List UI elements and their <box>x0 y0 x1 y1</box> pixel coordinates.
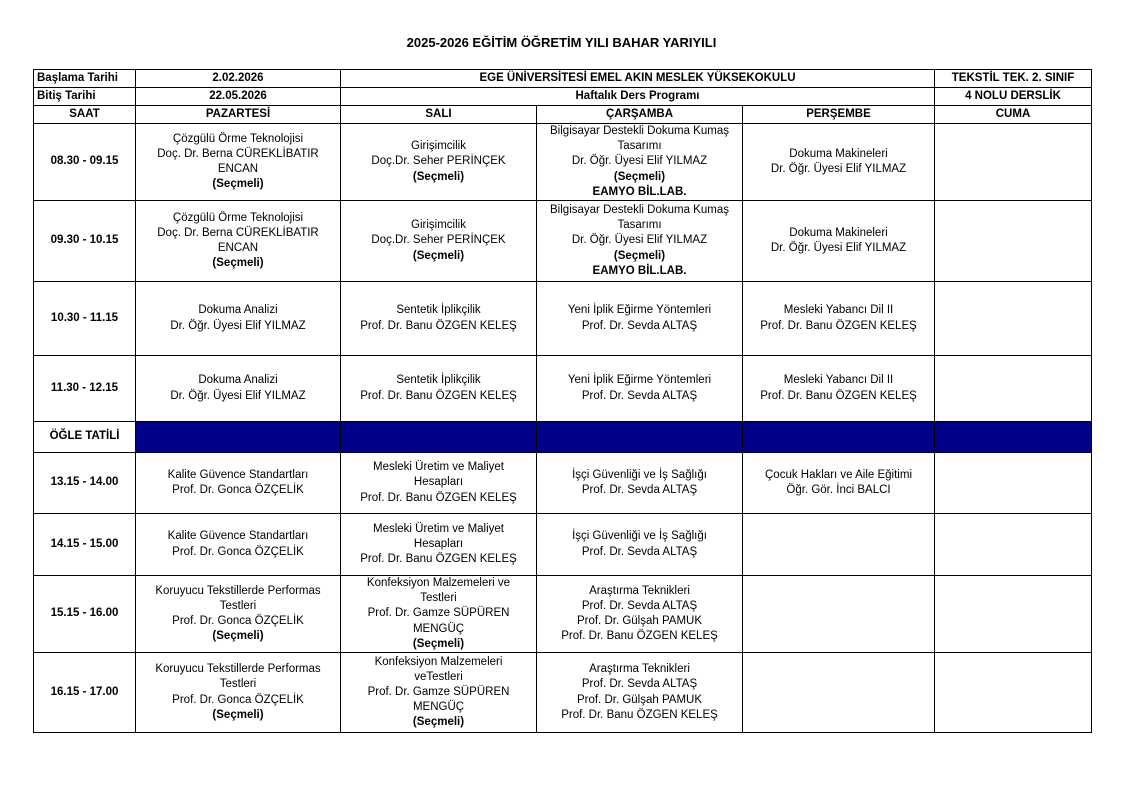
col-header-monday: PAZARTESİ <box>136 106 341 124</box>
course-detail: Dr. Öğr. Üyesi Elif YILMAZ <box>571 234 708 247</box>
elective-tag: (Seçmeli) <box>412 637 465 650</box>
lunch-break-label: ÖĞLE TATİLİ <box>34 422 136 453</box>
course-cell-friday <box>935 282 1092 356</box>
course-detail: Prof. Dr. Banu ÖZGEN KELEŞ <box>561 708 718 721</box>
lunch-break-fill <box>743 422 935 453</box>
start-date-row <box>34 70 1092 88</box>
course-cell-monday <box>136 653 341 733</box>
course-detail: Doç. Dr. Berna CÜREKLİBATIR <box>157 226 319 239</box>
course-name: Mesleki Üretim ve Maliyet <box>373 461 504 474</box>
course-detail: Dr. Öğr. Üyesi Elif YILMAZ <box>571 155 708 168</box>
start-date-label: Başlama Tarihi <box>34 70 136 88</box>
course-cell-wednesday <box>537 356 743 422</box>
course-detail: Prof. Dr. Gülşah PAMUK <box>576 615 703 628</box>
elective-tag: (Seçmeli) <box>212 257 264 270</box>
course-cell-tuesday <box>341 282 537 356</box>
time-slot: 14.15 - 15.00 <box>34 514 136 576</box>
schedule-row <box>34 653 1092 733</box>
time-slot: 13.15 - 14.00 <box>34 453 136 514</box>
course-name: Araştırma Teknikleri <box>589 663 690 676</box>
elective-tag: (Seçmeli) <box>412 249 465 262</box>
course-cell-friday <box>935 453 1092 514</box>
time-slot: 16.15 - 17.00 <box>34 653 136 733</box>
course-detail: Doç.Dr. Seher PERİNÇEK <box>371 234 506 247</box>
course-name: Konfeksiyon Malzemeleri ve <box>366 577 511 590</box>
lab-location: EAMYO BİL.LAB. <box>592 185 687 198</box>
course-name: Koruyucu Tekstillerde Performas <box>155 663 321 676</box>
course-detail: Testleri <box>420 592 457 605</box>
time-slot: 09.30 - 10.15 <box>34 201 136 282</box>
course-cell-wednesday <box>537 653 743 733</box>
course-detail: Prof. Dr. Banu ÖZGEN KELEŞ <box>360 389 517 402</box>
course-cell-monday <box>136 576 341 653</box>
course-name: Dokuma Makineleri <box>789 226 888 239</box>
course-cell-tuesday <box>341 653 537 733</box>
classroom: 4 NOLU DERSLİK <box>935 88 1092 106</box>
course-detail: Prof. Dr. Sevda ALTAŞ <box>581 484 698 497</box>
course-name: Mesleki Yabancı Dil II <box>783 374 894 387</box>
course-name: Dokuma Analizi <box>198 374 278 387</box>
course-detail: Prof. Dr. Banu ÖZGEN KELEŞ <box>360 491 517 504</box>
course-detail: Prof. Dr. Banu ÖZGEN KELEŞ <box>360 553 517 566</box>
course-name: Sentetik İplikçilik <box>396 374 481 387</box>
course-detail: Prof. Dr. Sevda ALTAŞ <box>581 389 698 402</box>
col-header-thursday: PERŞEMBE <box>743 106 935 124</box>
course-cell-wednesday <box>537 514 743 576</box>
course-detail: Tasarımı <box>617 219 662 232</box>
course-detail: Prof. Dr. Banu ÖZGEN KELEŞ <box>561 630 718 643</box>
schedule-row <box>34 514 1092 576</box>
lunch-break-fill <box>935 422 1092 453</box>
schedule-table <box>33 69 1092 733</box>
course-name: Bilgisayar Destekli Dokuma Kumaş <box>550 125 729 137</box>
course-detail: Tasarımı <box>617 140 662 153</box>
course-detail: Prof. Dr. Gamze SÜPÜREN <box>367 685 510 698</box>
column-header-row <box>34 106 1092 124</box>
time-slot: 08.30 - 09.15 <box>34 124 136 201</box>
course-detail: MENGÜÇ <box>412 701 465 714</box>
course-detail: Prof. Dr. Banu ÖZGEN KELEŞ <box>760 389 917 402</box>
course-cell-monday <box>136 453 341 514</box>
course-detail: Prof. Dr. Sevda ALTAŞ <box>581 319 698 332</box>
class-info: TEKSTİL TEK. 2. SINIF <box>935 70 1092 88</box>
elective-tag: (Seçmeli) <box>412 716 465 729</box>
course-detail: Testleri <box>219 678 257 691</box>
course-detail: Prof. Dr. Gonca ÖZÇELİK <box>172 693 304 706</box>
course-detail: Dr. Öğr. Üyesi Elif YILMAZ <box>770 242 907 255</box>
course-detail: Dr. Öğr. Üyesi Elif YILMAZ <box>170 389 306 402</box>
course-name: Konfeksiyon Malzemeleri <box>374 655 503 668</box>
time-slot: 10.30 - 11.15 <box>34 282 136 356</box>
course-name: Dokuma Analizi <box>198 304 278 317</box>
col-header-wednesday: ÇARŞAMBA <box>537 106 743 124</box>
course-name: Bilgisayar Destekli Dokuma Kumaş <box>550 204 729 216</box>
course-cell-thursday <box>743 453 935 514</box>
course-name: Yeni İplik Eğirme Yöntemleri <box>567 374 712 387</box>
schedule-row <box>34 124 1092 201</box>
schedule-row <box>34 453 1092 514</box>
course-cell-thursday <box>743 514 935 576</box>
course-name: Araştırma Teknikleri <box>589 584 690 597</box>
lunch-break-fill <box>136 422 341 453</box>
course-cell-monday <box>136 201 341 282</box>
course-cell-friday <box>935 653 1092 733</box>
course-detail: Prof. Dr. Banu ÖZGEN KELEŞ <box>760 319 917 332</box>
course-cell-thursday <box>743 576 935 653</box>
course-cell-tuesday <box>341 356 537 422</box>
course-name: Çözgülü Örme Teknolojisi <box>172 132 304 145</box>
course-cell-thursday <box>743 653 935 733</box>
elective-tag: (Seçmeli) <box>212 630 264 643</box>
course-name: İşçi Güvenliği ve İş Sağlığı <box>572 530 707 543</box>
course-name: İşçi Güvenliği ve İş Sağlığı <box>572 468 707 481</box>
course-cell-friday <box>935 201 1092 282</box>
course-detail: Prof. Dr. Sevda ALTAŞ <box>581 545 698 558</box>
course-detail: MENGÜÇ <box>412 622 465 635</box>
course-detail: Prof. Dr. Banu ÖZGEN KELEŞ <box>360 319 517 332</box>
elective-tag: (Seçmeli) <box>613 170 666 183</box>
course-cell-wednesday <box>537 124 743 201</box>
end-date-value: 22.05.2026 <box>136 88 341 106</box>
col-header-friday: CUMA <box>935 106 1092 124</box>
course-cell-tuesday <box>341 576 537 653</box>
lunch-break-fill <box>341 422 537 453</box>
schedule-row <box>34 576 1092 653</box>
course-name: Girişimcilik <box>411 219 466 232</box>
course-detail: Testleri <box>219 599 257 612</box>
course-name: Mesleki Üretim ve Maliyet <box>373 522 504 535</box>
course-cell-friday <box>935 356 1092 422</box>
schedule-row <box>34 282 1092 356</box>
course-detail: Doç.Dr. Seher PERİNÇEK <box>371 155 506 168</box>
course-cell-friday <box>935 514 1092 576</box>
course-detail: Prof. Dr. Sevda ALTAŞ <box>581 599 698 612</box>
course-name: Çocuk Hakları ve Aile Eğitimi <box>765 468 912 481</box>
course-detail: Prof. Dr. Gülşah PAMUK <box>576 693 703 706</box>
course-name: Dokuma Makineleri <box>789 147 888 160</box>
course-name: Koruyucu Tekstillerde Performas <box>155 584 321 597</box>
course-cell-thursday <box>743 282 935 356</box>
start-date-value: 2.02.2026 <box>136 70 341 88</box>
course-detail: Dr. Öğr. Üyesi Elif YILMAZ <box>770 163 907 175</box>
course-name: Kalite Güvence Standartları <box>167 530 309 543</box>
page-title: 2025-2026 EĞİTİM ÖĞRETİM YILI BAHAR YARIYILI <box>406 35 717 50</box>
course-cell-thursday <box>743 201 935 282</box>
course-cell-tuesday <box>341 124 537 201</box>
col-header-tuesday: SALI <box>341 106 537 124</box>
course-detail: ENCAN <box>217 242 259 255</box>
schedule-row <box>34 201 1092 282</box>
program-title: Haftalık Ders Programı <box>341 88 935 106</box>
elective-tag: (Seçmeli) <box>412 170 465 183</box>
course-detail: Hesapları <box>413 476 464 489</box>
course-cell-wednesday <box>537 201 743 282</box>
elective-tag: (Seçmeli) <box>212 178 264 191</box>
end-date-label: Bitiş Tarihi <box>34 88 136 106</box>
course-detail: Dr. Öğr. Üyesi Elif YILMAZ <box>170 319 306 332</box>
course-cell-tuesday <box>341 453 537 514</box>
course-detail: Doç. Dr. Berna CÜREKLİBATIR <box>157 147 319 160</box>
lunch-break-row <box>34 422 1092 453</box>
course-name: Yeni İplik Eğirme Yöntemleri <box>567 304 712 317</box>
course-cell-monday <box>136 514 341 576</box>
time-slot: 11.30 - 12.15 <box>34 356 136 422</box>
schedule-row <box>34 356 1092 422</box>
course-cell-friday <box>935 124 1092 201</box>
elective-tag: (Seçmeli) <box>613 249 666 262</box>
course-detail: Prof. Dr. Gonca ÖZÇELİK <box>172 545 304 558</box>
course-name: Çözgülü Örme Teknolojisi <box>172 211 304 224</box>
col-header-time: SAAT <box>34 106 136 124</box>
course-detail: ENCAN <box>217 163 259 175</box>
course-cell-monday <box>136 356 341 422</box>
course-cell-wednesday <box>537 576 743 653</box>
course-cell-monday <box>136 124 341 201</box>
lunch-break-fill <box>537 422 743 453</box>
course-detail: Prof. Dr. Sevda ALTAŞ <box>581 678 698 691</box>
course-cell-wednesday <box>537 282 743 356</box>
course-detail: Prof. Dr. Gonca ÖZÇELİK <box>172 484 304 497</box>
course-detail: Prof. Dr. Gamze SÜPÜREN <box>367 607 510 620</box>
course-cell-wednesday <box>537 453 743 514</box>
course-detail: Öğr. Gör. İnci BALCI <box>786 484 891 497</box>
course-name: Girişimcilik <box>411 140 466 153</box>
end-date-row <box>34 88 1092 106</box>
course-name: Kalite Güvence Standartları <box>167 468 309 481</box>
course-cell-tuesday <box>341 514 537 576</box>
course-cell-thursday <box>743 124 935 201</box>
lab-location: EAMYO BİL.LAB. <box>592 264 687 277</box>
course-detail: veTestleri <box>414 670 463 683</box>
school-name: EGE ÜNİVERSİTESİ EMEL AKIN MESLEK YÜKSEKOKULU <box>341 70 935 88</box>
course-name: Sentetik İplikçilik <box>396 304 481 317</box>
course-name: Mesleki Yabancı Dil II <box>783 304 894 317</box>
time-slot: 15.15 - 16.00 <box>34 576 136 653</box>
elective-tag: (Seçmeli) <box>212 708 264 721</box>
course-detail: Prof. Dr. Gonca ÖZÇELİK <box>172 615 304 628</box>
course-cell-monday <box>136 282 341 356</box>
course-cell-friday <box>935 576 1092 653</box>
course-detail: Hesapları <box>413 537 464 550</box>
course-cell-thursday <box>743 356 935 422</box>
course-cell-tuesday <box>341 201 537 282</box>
